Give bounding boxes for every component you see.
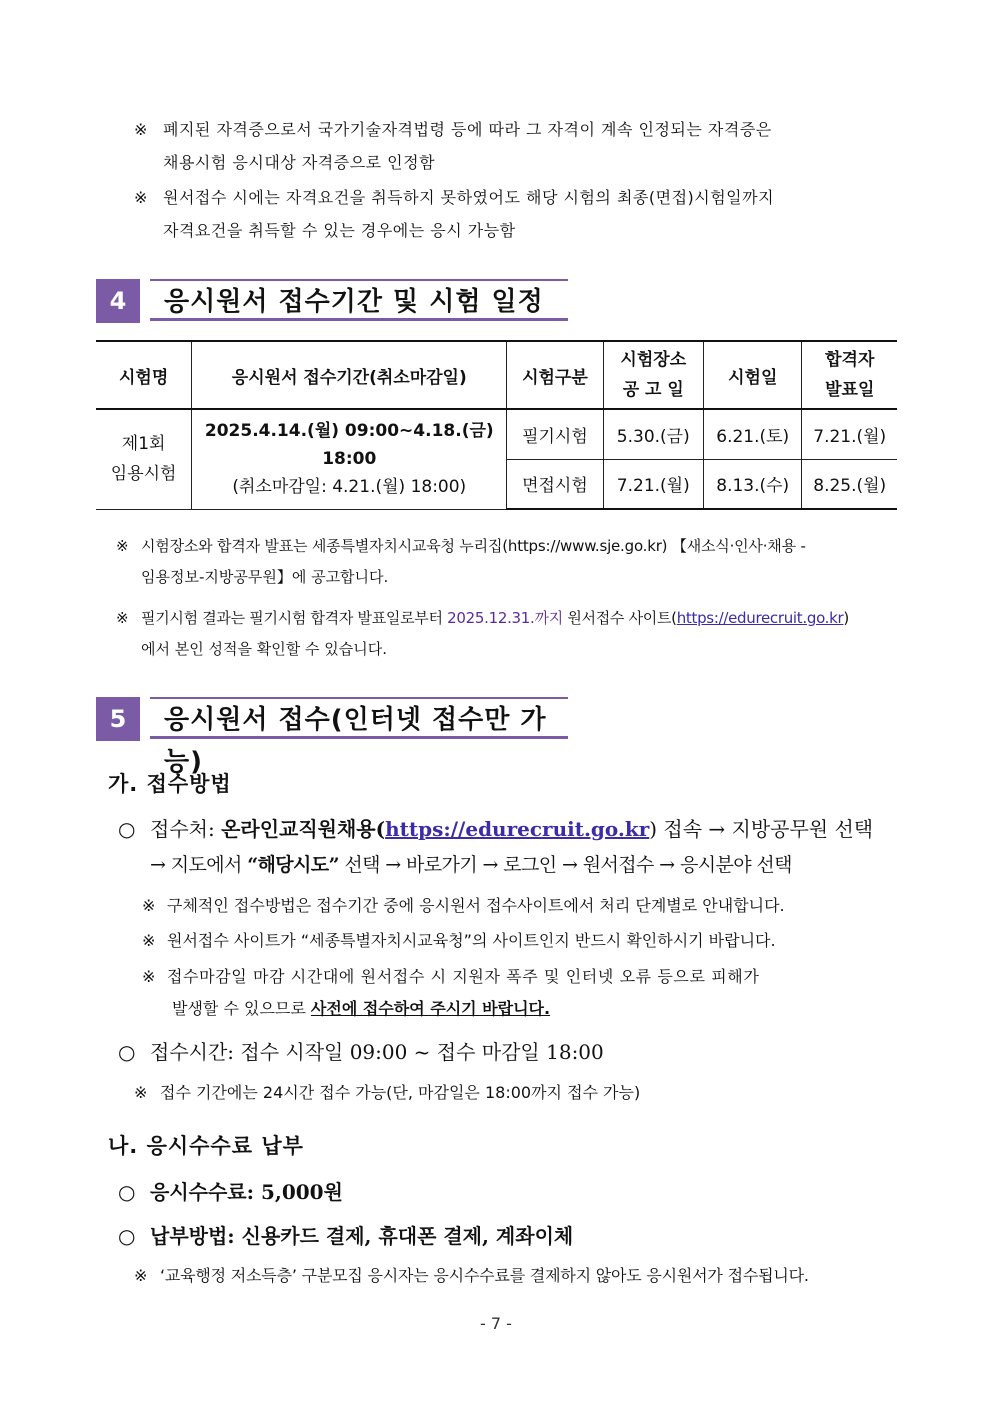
note-text: 에서 본인 성적을 확인할 수 있습니다. bbox=[141, 640, 387, 658]
edurecruit-link[interactable]: https://edurecruit.go.kr bbox=[385, 817, 650, 841]
place-line2-post: 선택 → 바로가기 → 로그인 → 원서접수 → 응시분야 선택 bbox=[338, 854, 792, 876]
cell-type: 필기시험 bbox=[507, 409, 603, 459]
note-text: 임용정보-지방공무원】에 공고합니다. bbox=[141, 568, 389, 586]
cell-notice: 7.21.(월) bbox=[603, 459, 703, 509]
bullet-circle: ○ bbox=[118, 1040, 136, 1064]
header-notice: 시험장소 공 고 일 bbox=[603, 341, 703, 409]
place-line2 bbox=[150, 847, 792, 883]
period-cancel: (취소마감일: 4.21.(월) 18:00) bbox=[232, 477, 467, 498]
page-number: - 7 - bbox=[480, 1314, 512, 1333]
section-number: 4 bbox=[96, 279, 140, 323]
cell-exam-date: 6.21.(토) bbox=[704, 409, 802, 459]
period-main: 2025.4.14.(월) 09:00~4.18.(금) 18:00 bbox=[204, 421, 494, 470]
bullet-circle: ○ bbox=[118, 817, 136, 841]
note-text: 시험장소와 합격자 발표는 세종특별자치시교육청 누리집(https://www.sje.go.kr) 【새소식·인사·채용 - bbox=[141, 537, 806, 555]
cell-exam-date: 8.13.(수) bbox=[704, 459, 802, 509]
subheading-method: 가. 접수방법 bbox=[108, 772, 232, 796]
note-text: 원서접수 사이트가 “세종특별자치시교육청”의 사이트인지 반드시 확인하시기 바랍니다. bbox=[167, 931, 776, 950]
place-after: ) 접속 → 지방공무원 선택 bbox=[649, 817, 874, 841]
cell-result: 7.21.(월) bbox=[802, 409, 897, 459]
note-text: 원서접수 시에는 자격요건을 취득하지 못하였어도 해당 시험의 최종(면접)시험일까지 bbox=[163, 188, 775, 207]
subheading-fee: 나. 응시수수료 납부 bbox=[108, 1134, 304, 1158]
note-pre: 발생할 수 있으므로 bbox=[172, 999, 311, 1018]
header-period: 응시원서 접수기간(취소마감일) bbox=[192, 341, 507, 409]
header-type: 시험구분 bbox=[507, 341, 603, 409]
note-mark: ※ bbox=[142, 896, 156, 915]
note-text: 자격요건을 취득할 수 있는 경우에는 응시 가능함 bbox=[163, 221, 516, 240]
cell-type: 면접시험 bbox=[507, 459, 603, 509]
cell-notice: 5.30.(금) bbox=[603, 409, 703, 459]
cell-result: 8.25.(월) bbox=[802, 459, 897, 509]
bullet-circle: ○ bbox=[118, 1224, 136, 1248]
time-text: 접수시간: 접수 시작일 09:00 ~ 접수 마감일 18:00 bbox=[150, 1040, 604, 1064]
note-mark: ※ bbox=[142, 967, 156, 986]
note-mark: ※ bbox=[142, 931, 156, 950]
section-4-header bbox=[96, 279, 576, 325]
header-result: 합격자 발표일 bbox=[802, 341, 897, 409]
highlight-date: 2025.12.31.까지 bbox=[447, 609, 563, 627]
note-text: 접수 기간에는 24시간 접수 가능(단, 마감일은 18:00까지 접수 가능) bbox=[160, 1083, 641, 1102]
note-mark: ※ bbox=[116, 609, 129, 627]
table-row bbox=[96, 409, 897, 459]
note-post: ) bbox=[843, 609, 849, 627]
bullet-circle: ○ bbox=[118, 1180, 136, 1204]
fee-text: 응시수수료: 5,000원 bbox=[150, 1180, 343, 1204]
bullet-method bbox=[118, 1218, 135, 1254]
header-exam-date: 시험일 bbox=[704, 341, 802, 409]
place-line2-pre: → 지도에서 bbox=[150, 854, 248, 876]
bullet-place bbox=[118, 811, 135, 847]
note-emphasis: 사전에 접수하여 주시기 바랍니다. bbox=[310, 999, 551, 1018]
schedule-table bbox=[96, 340, 897, 510]
table-header-row bbox=[96, 341, 897, 409]
note-text: 폐지된 자격증으로서 국가기술자격법령 등에 따라 그 자격이 계속 인정되는 자격증은 bbox=[163, 120, 772, 139]
note-mark: ※ bbox=[134, 120, 148, 139]
note-text: ‘교육행정 저소득층’ 구분모집 응시자는 응시수수료를 결제하지 않아도 응시원서가 접수됩니다. bbox=[160, 1266, 809, 1285]
note-pre: 필기시험 결과는 필기시험 합격자 발표일로부터 bbox=[141, 609, 448, 627]
cell-exam-name: 제1회 임용시험 bbox=[96, 409, 192, 509]
bullet-time bbox=[118, 1034, 135, 1070]
edurecruit-link[interactable]: https://edurecruit.go.kr bbox=[676, 609, 844, 627]
place-line2-bold: “해당시도” bbox=[247, 854, 339, 876]
note-mark: ※ bbox=[134, 1083, 148, 1102]
place-line1 bbox=[150, 811, 873, 847]
note-mark: ※ bbox=[134, 188, 148, 207]
bullet-fee bbox=[118, 1174, 135, 1210]
note-mark: ※ bbox=[134, 1266, 148, 1285]
note-text bbox=[172, 993, 550, 1025]
section-number: 5 bbox=[96, 697, 140, 741]
note-text: 채용시험 응시대상 자격증으로 인정함 bbox=[163, 153, 436, 172]
place-label: 접수처: bbox=[150, 817, 222, 841]
section-title: 응시원서 접수(인터넷 접수만 가능) bbox=[150, 697, 568, 739]
header-exam-name: 시험명 bbox=[96, 341, 192, 409]
section-5-header bbox=[96, 697, 576, 777]
note-mid: 원서접수 사이트( bbox=[562, 609, 677, 627]
section-title: 응시원서 접수기간 및 시험 일정 bbox=[150, 279, 568, 321]
note-text bbox=[141, 603, 849, 633]
place-name: 온라인교직원채용( bbox=[221, 817, 386, 841]
note-text: 접수마감일 마감 시간대에 원서접수 시 지원자 폭주 및 인터넷 오류 등으로 피해가 bbox=[167, 967, 760, 986]
cell-period bbox=[192, 409, 507, 509]
note-text: 구체적인 접수방법은 접수기간 중에 응시원서 접수사이트에서 처리 단계별로 안내합니다. bbox=[167, 896, 785, 915]
note-mark: ※ bbox=[116, 537, 129, 555]
method-text: 납부방법: 신용카드 결제, 휴대폰 결제, 계좌이체 bbox=[150, 1224, 574, 1248]
